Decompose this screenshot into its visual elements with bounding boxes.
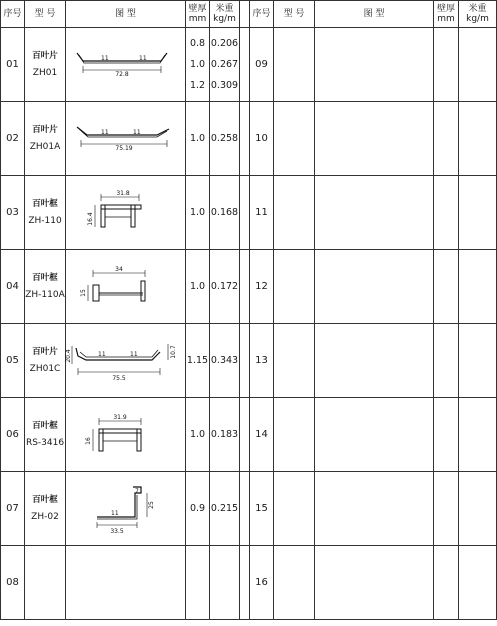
row-drawing-right xyxy=(315,28,434,102)
row-thickness-right xyxy=(434,176,459,250)
row-drawing xyxy=(66,546,186,620)
row-weight xyxy=(210,324,240,398)
row-drawing-right xyxy=(315,176,434,250)
header-thickness-unit: mm xyxy=(188,14,207,24)
row-thickness-right xyxy=(434,102,459,176)
row-seq: 05 xyxy=(1,324,25,398)
row-model-right xyxy=(274,176,315,250)
divider-column xyxy=(240,398,250,472)
dim-label: 16.4 xyxy=(86,211,94,226)
row-weight xyxy=(210,250,240,324)
dim-label: 33.5 xyxy=(109,527,124,535)
profile-code: ZH01A xyxy=(29,141,61,152)
profile-code: ZH-110 xyxy=(28,215,62,226)
row-weight-right xyxy=(459,250,497,324)
row-weight-right xyxy=(459,472,497,546)
profile-drawing-zh110a xyxy=(66,250,186,324)
row-model-right xyxy=(274,28,315,102)
louver-blade-drawing xyxy=(71,119,181,159)
thickness-value: 1.15 xyxy=(186,355,209,366)
header-model-right: 型 号 xyxy=(274,1,315,28)
header-thickness-label-right: 壁厚 xyxy=(436,4,455,14)
row-drawing-right xyxy=(315,102,434,176)
weight-value: 0.309 xyxy=(210,80,239,91)
row-thickness-right xyxy=(434,546,459,620)
profile-name: 百叶框 xyxy=(32,494,58,505)
row-thickness-right xyxy=(434,250,459,324)
profile-name: 百叶框 xyxy=(32,198,58,209)
dim-label: 75.19 xyxy=(114,144,133,152)
profile-drawing-zh01a xyxy=(66,102,186,176)
divider-column xyxy=(240,28,250,102)
svg-text:11: 11 xyxy=(110,509,119,517)
dim-label: 16 xyxy=(84,436,92,445)
louver-blade-drawing xyxy=(71,45,181,85)
row-model xyxy=(25,176,66,250)
row-drawing-right xyxy=(315,324,434,398)
header-model: 型 号 xyxy=(25,1,66,28)
header-drawing-right: 图 型 xyxy=(315,1,434,28)
row-seq-right: 09 xyxy=(250,28,274,102)
row-weight-right xyxy=(459,546,497,620)
row-seq: 07 xyxy=(1,472,25,546)
row-thickness-right xyxy=(434,472,459,546)
table-row xyxy=(1,324,497,398)
row-thickness xyxy=(186,324,210,398)
header-thickness xyxy=(186,1,210,28)
row-model-right xyxy=(274,398,315,472)
profile-drawing-zh02 xyxy=(66,472,186,546)
profile-name: 百叶框 xyxy=(32,272,58,283)
louver-blade-drawing xyxy=(64,334,184,388)
header-thickness-right xyxy=(434,1,459,28)
table-row xyxy=(1,398,497,472)
row-model xyxy=(25,250,66,324)
thickness-value: 1.0 xyxy=(189,281,206,292)
thickness-value: 0.9 xyxy=(189,503,206,514)
profile-name: 百叶片 xyxy=(32,50,58,61)
svg-text:11: 11 xyxy=(129,350,138,358)
profile-drawing-zh01c xyxy=(66,324,186,398)
profile-code: RS-3416 xyxy=(25,437,65,448)
dim-label: 25 xyxy=(147,500,155,509)
header-seq-right: 序号 xyxy=(250,1,274,28)
header-weight-label: 米重 xyxy=(215,4,234,14)
svg-text:11: 11 xyxy=(100,128,109,136)
row-model xyxy=(25,324,66,398)
weight-value: 0.206 xyxy=(210,38,239,49)
divider-column xyxy=(240,546,250,620)
divider-column xyxy=(240,102,250,176)
louver-frame-drawing xyxy=(71,481,181,537)
divider-column xyxy=(240,472,250,546)
row-seq-right: 12 xyxy=(250,250,274,324)
row-seq: 03 xyxy=(1,176,25,250)
thickness-value: 1.2 xyxy=(189,80,206,91)
table-row xyxy=(1,546,497,620)
row-weight xyxy=(210,546,240,620)
header-weight-right xyxy=(459,1,497,28)
row-model-right xyxy=(274,102,315,176)
svg-text:11: 11 xyxy=(100,54,109,62)
row-seq-right: 13 xyxy=(250,324,274,398)
row-weight xyxy=(210,176,240,250)
dim-label: 10.7 xyxy=(169,344,177,359)
louver-frame-drawing xyxy=(71,411,181,459)
header-drawing: 图 型 xyxy=(66,1,186,28)
profile-drawing-zh01 xyxy=(66,28,186,102)
row-seq: 01 xyxy=(1,28,25,102)
profile-drawing-rs3416 xyxy=(66,398,186,472)
svg-text:11: 11 xyxy=(138,54,147,62)
row-seq: 02 xyxy=(1,102,25,176)
profile-name: 百叶框 xyxy=(32,420,58,431)
row-thickness xyxy=(186,102,210,176)
profile-code: ZH01C xyxy=(29,363,61,374)
louver-frame-drawing xyxy=(71,263,181,311)
dim-label: 75.5 xyxy=(111,374,126,382)
row-weight-right xyxy=(459,102,497,176)
row-seq-right: 11 xyxy=(250,176,274,250)
row-thickness-right xyxy=(434,398,459,472)
weight-value: 0.267 xyxy=(210,59,239,70)
row-model-right xyxy=(274,324,315,398)
row-drawing-right xyxy=(315,398,434,472)
table-row xyxy=(1,102,497,176)
row-weight-right xyxy=(459,324,497,398)
louver-frame-drawing xyxy=(71,189,181,237)
row-model xyxy=(25,102,66,176)
thickness-value: 1.0 xyxy=(189,59,206,70)
svg-text:11: 11 xyxy=(132,128,141,136)
divider-column xyxy=(240,1,250,28)
dim-label: 15 xyxy=(79,288,87,297)
row-weight-right xyxy=(459,176,497,250)
row-thickness xyxy=(186,398,210,472)
divider-column xyxy=(240,176,250,250)
row-drawing-right xyxy=(315,472,434,546)
row-model xyxy=(25,28,66,102)
profile-code: ZH01 xyxy=(32,67,58,78)
header-weight-label-right: 米重 xyxy=(468,4,487,14)
row-thickness xyxy=(186,472,210,546)
table-row xyxy=(1,472,497,546)
header-row xyxy=(1,1,497,28)
header-weight-unit-right: kg/m xyxy=(466,14,489,24)
row-weight xyxy=(210,398,240,472)
row-seq-right: 14 xyxy=(250,398,274,472)
weight-value: 0.343 xyxy=(210,355,239,366)
thickness-value: 1.0 xyxy=(189,207,206,218)
row-weight-right xyxy=(459,398,497,472)
row-seq: 08 xyxy=(1,546,25,620)
thickness-value: 0.8 xyxy=(189,38,206,49)
row-weight-right xyxy=(459,28,497,102)
divider-column xyxy=(240,324,250,398)
thickness-value: 1.0 xyxy=(189,429,206,440)
row-weight xyxy=(210,102,240,176)
row-model-right xyxy=(274,250,315,324)
weight-value: 0.168 xyxy=(210,207,239,218)
profile-code: ZH-02 xyxy=(31,511,59,522)
weight-value: 0.215 xyxy=(210,503,239,514)
row-thickness-right xyxy=(434,28,459,102)
weight-value: 0.172 xyxy=(210,281,239,292)
row-seq: 04 xyxy=(1,250,25,324)
dim-label: 34 xyxy=(114,265,123,273)
table-row xyxy=(1,250,497,324)
svg-text:7: 7 xyxy=(134,487,139,495)
dim-label: 31.8 xyxy=(115,189,130,197)
header-thickness-label: 壁厚 xyxy=(188,4,207,14)
profile-code: ZH-110A xyxy=(25,289,65,300)
profile-name: 百叶片 xyxy=(32,346,58,357)
header-weight xyxy=(210,1,240,28)
header-thickness-unit-right: mm xyxy=(437,14,455,24)
svg-text:11: 11 xyxy=(97,350,106,358)
row-thickness xyxy=(186,546,210,620)
header-seq: 序号 xyxy=(1,1,25,28)
row-seq: 06 xyxy=(1,398,25,472)
row-model xyxy=(25,398,66,472)
row-thickness-right xyxy=(434,324,459,398)
row-thickness xyxy=(186,250,210,324)
row-seq-right: 10 xyxy=(250,102,274,176)
header-weight-unit: kg/m xyxy=(213,14,236,24)
profile-drawing-zh110 xyxy=(66,176,186,250)
weight-value: 0.258 xyxy=(210,133,239,144)
table-row xyxy=(1,176,497,250)
dim-label: 31.9 xyxy=(112,413,127,421)
table-row xyxy=(1,28,497,102)
row-weight xyxy=(210,472,240,546)
divider-column xyxy=(240,250,250,324)
row-model-right xyxy=(274,472,315,546)
row-thickness xyxy=(186,176,210,250)
row-seq-right: 15 xyxy=(250,472,274,546)
row-model-right xyxy=(274,546,315,620)
dim-label: 20.4 xyxy=(64,348,72,363)
row-weight xyxy=(210,28,240,102)
profile-name: 百叶片 xyxy=(32,124,58,135)
row-drawing-right xyxy=(315,546,434,620)
dim-label: 72.8 xyxy=(114,70,129,78)
row-model xyxy=(25,546,66,620)
row-seq-right: 16 xyxy=(250,546,274,620)
thickness-value: 1.0 xyxy=(189,133,206,144)
row-model xyxy=(25,472,66,546)
row-drawing-right xyxy=(315,250,434,324)
row-thickness xyxy=(186,28,210,102)
weight-value: 0.183 xyxy=(210,429,239,440)
